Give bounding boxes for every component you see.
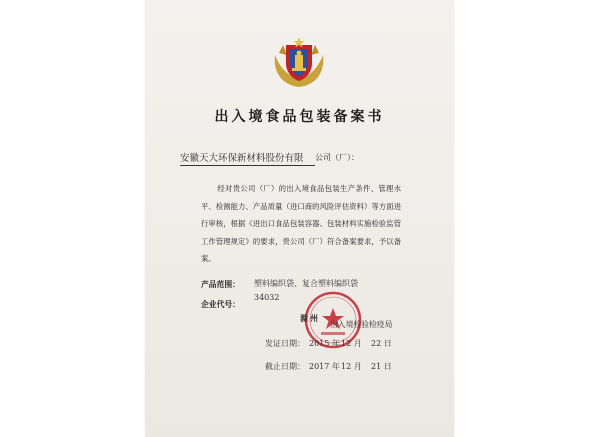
expiry-date-row: [265, 361, 395, 372]
issue-date-label: 发证日期：: [265, 339, 305, 348]
expiry-date-label: 截止日期：: [265, 362, 305, 371]
company-name: 安徽天大环保新材料股份有限: [180, 153, 304, 164]
company-suffix: 公司（厂）：: [315, 153, 359, 162]
issue-year: 2015 年: [309, 339, 340, 348]
issuer-name: 出入境检验检疫局: [330, 320, 393, 329]
certificate-paper: [145, 0, 454, 437]
expiry-year: 2017 年: [309, 362, 340, 371]
company-line: [180, 150, 420, 166]
certificate-title: 出入境食品包装备案书: [214, 109, 385, 125]
product-scope-value: 塑料编织袋、复合塑料编织袋: [254, 279, 358, 288]
inspection-emblem-icon: [269, 35, 329, 91]
product-scope-label: 产品范围：: [201, 280, 240, 289]
issue-day: 22 日: [371, 339, 392, 348]
company-underline: [180, 165, 315, 166]
issue-date-row: [265, 338, 395, 349]
enterprise-code-label: 企业代号：: [201, 300, 240, 309]
enterprise-code-value: 34032: [254, 293, 280, 302]
body-paragraph-text: 经对贵公司（厂）的出入境食品包装生产条件、管理水平、检测能力、产品质量（进口商的风险评估资料）等方面进行审核，根据《进出口食品包装容器、包装材料实施检验监管工作管理规定》的要求，贵公司（厂）符合备案要求，予以备案。: [201, 184, 401, 263]
expiry-day: 21 日: [371, 362, 392, 371]
issue-month: 12 月: [341, 339, 362, 348]
body-paragraph: [201, 180, 401, 268]
issuer-city: 滁州: [300, 313, 320, 323]
expiry-month: 12 月: [341, 362, 362, 371]
